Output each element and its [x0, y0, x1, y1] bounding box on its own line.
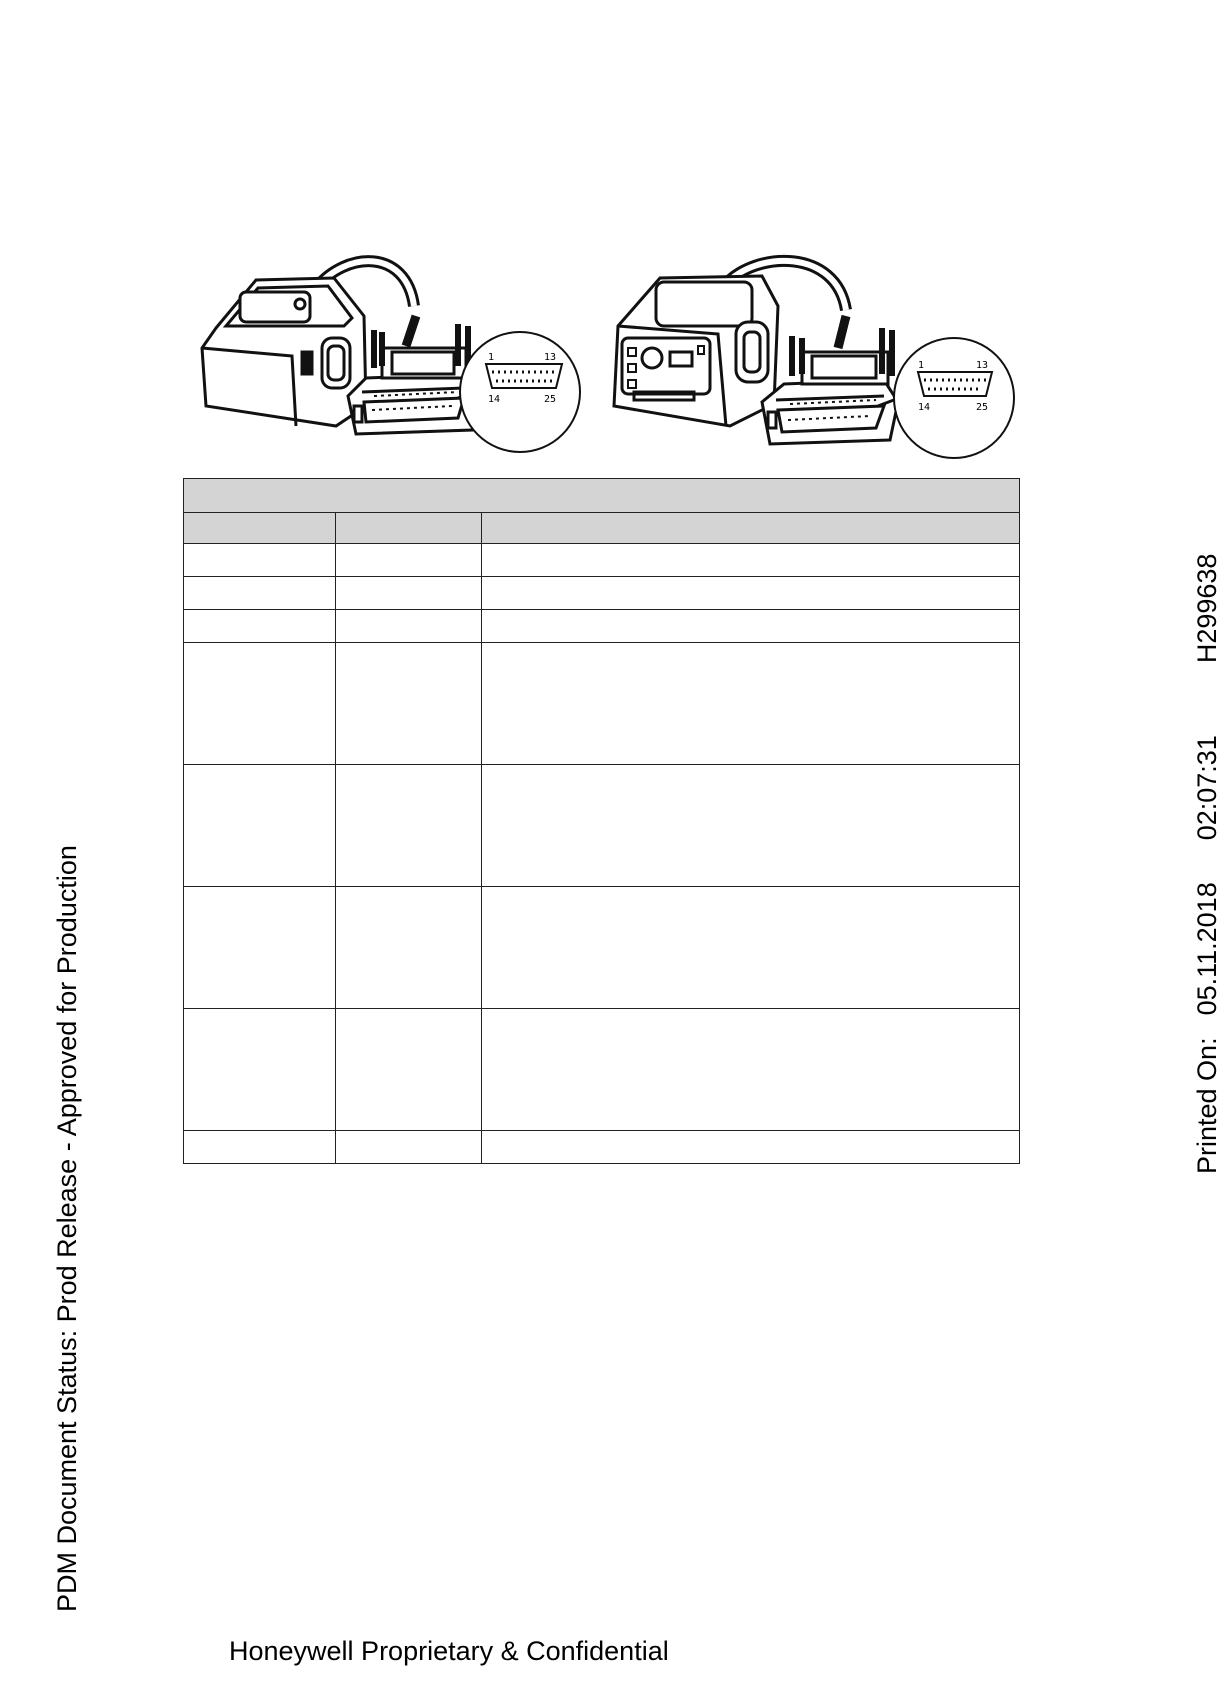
pin-label-13-left: 13	[544, 352, 557, 363]
scanner-cable-illustration-left	[196, 256, 596, 468]
table-cell	[482, 544, 1020, 577]
table-title	[184, 479, 1020, 513]
table-cell	[336, 765, 482, 887]
table-cell	[184, 577, 336, 610]
pin-label-14-right: 14	[918, 402, 931, 413]
table-row	[184, 765, 1020, 887]
print-stamp	[1192, 554, 1223, 1174]
table-cell	[482, 887, 1020, 1009]
table-cell	[184, 887, 336, 1009]
document-id: H299638	[1192, 553, 1222, 664]
pin-label-1-left: 1	[488, 352, 495, 363]
table-cell	[336, 1131, 482, 1164]
confidentiality-footer: Honeywell Proprietary & Confidential	[229, 1636, 669, 1666]
table-cell	[184, 643, 336, 765]
table-cell	[336, 544, 482, 577]
table-cell	[184, 1131, 336, 1164]
table-row	[184, 1009, 1020, 1131]
table-row	[184, 610, 1020, 643]
table-cell	[482, 765, 1020, 887]
pdm-status-text: PDM Document Status: Prod Release - Approved for Production	[52, 845, 82, 1612]
pin-label-25-right: 25	[976, 402, 989, 413]
print-time: 02:07:31	[1192, 735, 1222, 841]
table-cell	[184, 544, 336, 577]
scanner-cable-illustration-right	[606, 256, 1026, 472]
pin-label-14-left: 14	[488, 394, 501, 405]
table-cell	[482, 1131, 1020, 1164]
table-cell	[336, 887, 482, 1009]
table-row	[184, 643, 1020, 765]
pin-label-25-left: 25	[544, 394, 557, 405]
table-cell	[482, 1009, 1020, 1131]
table-cell	[336, 643, 482, 765]
table-cell	[184, 765, 336, 887]
pin-label-1-right: 1	[918, 360, 925, 371]
pinout-table	[183, 478, 1020, 1164]
table-row	[184, 1131, 1020, 1164]
table-header-cell	[482, 513, 1020, 544]
table-header-cell	[184, 513, 336, 544]
pin-label-13-right: 13	[976, 360, 989, 371]
table-cell	[184, 610, 336, 643]
table-cell	[482, 610, 1020, 643]
table-row	[184, 544, 1020, 577]
table-header-cell	[336, 513, 482, 544]
table-cell	[336, 577, 482, 610]
table-row	[184, 887, 1020, 1009]
print-date: 05.11.2018	[1192, 882, 1222, 1016]
table-row	[184, 577, 1020, 610]
table-cell	[184, 1009, 336, 1131]
table-cell	[336, 610, 482, 643]
table-cell	[482, 643, 1020, 765]
table-cell	[336, 1009, 482, 1131]
printed-on-label: Printed On:	[1192, 1037, 1222, 1174]
table-cell	[482, 577, 1020, 610]
